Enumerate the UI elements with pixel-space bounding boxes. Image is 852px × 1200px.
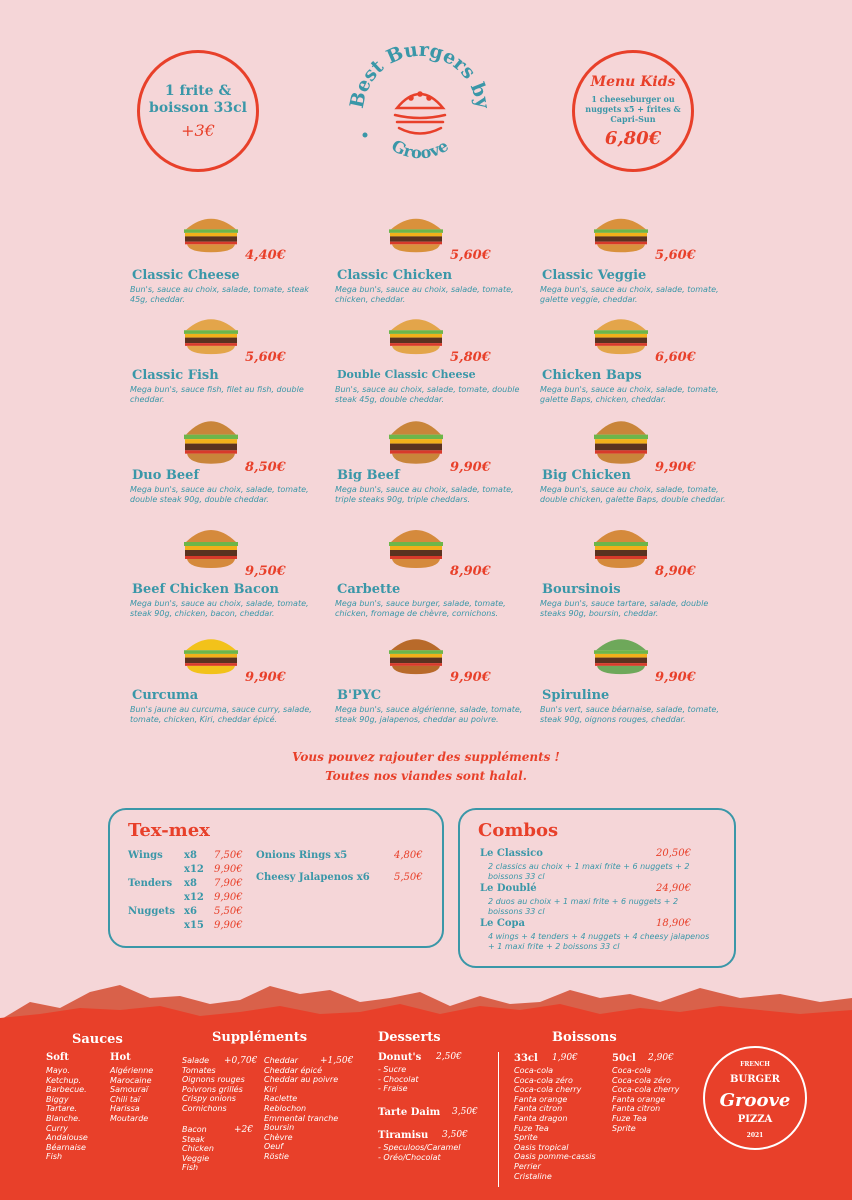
- dessert-tiramisu-list: - Speculoos/Caramel - Oréo/Chocolat: [378, 1143, 461, 1162]
- supplements-veg-price: +0,70€: [224, 1056, 258, 1066]
- dessert-donut-price: 2,50€: [436, 1052, 462, 1062]
- dessert-tiramisu: Tiramisu: [378, 1130, 429, 1141]
- burger-photo: [590, 210, 652, 254]
- burger-photo: [180, 630, 242, 676]
- burger-name: Carbette: [337, 582, 401, 597]
- seal-groove: Groove: [719, 1090, 791, 1111]
- texmex-item-name: Nuggets: [128, 906, 176, 917]
- supplements-meat-list: Bacon Steak Chicken Veggie Fish: [182, 1125, 214, 1173]
- burger-name: Chicken Baps: [542, 368, 642, 383]
- combo-name: Le Classico: [480, 848, 543, 859]
- burger-description: Bun's vert, sauce béarnaise, salade, tomate, steak 90g, oignons rouges, cheddar.: [540, 705, 719, 724]
- kids-menu-badge: [572, 50, 694, 172]
- burger-price: 9,50€: [245, 564, 286, 579]
- boissons-50cl-list: Coca-cola Coca-cola zéro Coca-cola cherry Fanta orange Fanta citron Fuze Tea Sprite: [612, 1066, 680, 1133]
- svg-text:Best Burgers by: [346, 39, 494, 111]
- burger-description: Mega bun's, sauce au choix, salade, tomate, triple steaks 90g, triple cheddars.: [335, 485, 514, 504]
- burger-name: Classic Cheese: [132, 268, 240, 283]
- supplements-title: Suppléments: [212, 1030, 308, 1045]
- halal-note: [0, 748, 852, 786]
- burger-description: Mega bun's, sauce au choix, salade, tomate, galette Baps, chicken, cheddar.: [540, 385, 719, 404]
- seal-pizza: PIZZA: [737, 1114, 773, 1125]
- dessert-donut: Donut's: [378, 1052, 422, 1063]
- texmex-item-price: 7,50€: [214, 850, 243, 861]
- burger-item: [540, 410, 740, 505]
- burger-item: [335, 630, 535, 725]
- seal-french: FRENCH: [740, 1061, 770, 1068]
- supplements-cheese-price: +1,50€: [320, 1056, 354, 1066]
- halal-line2: Toutes nos viandes sont halal.: [325, 769, 527, 783]
- burger-name: Curcuma: [132, 688, 199, 703]
- texmex-side-name: Onions Rings x5: [256, 850, 348, 861]
- burger-photo: [590, 520, 652, 570]
- boissons-33cl: 33cl: [514, 1053, 538, 1064]
- burger-item: [540, 630, 740, 725]
- burger-price: 4,40€: [245, 248, 286, 263]
- burger-price: 8,90€: [450, 564, 491, 579]
- texmex-item-price: 9,90€: [214, 892, 243, 903]
- sauces-soft-title: Soft: [46, 1052, 69, 1063]
- burger-photo: [180, 520, 242, 570]
- boissons-33cl-price: 1,90€: [552, 1053, 578, 1063]
- offer-price: +3€: [181, 120, 215, 140]
- burger-description: Mega bun's, sauce fish, filet au fish, double cheddar.: [130, 385, 304, 404]
- combos-title: Combos: [478, 820, 559, 841]
- burger-price: 9,90€: [450, 460, 491, 475]
- burger-item: [130, 210, 330, 305]
- seal-burger: BURGER: [730, 1074, 780, 1085]
- burger-name: B'PYC: [337, 688, 382, 703]
- kids-price: 6,80€: [604, 127, 662, 149]
- burger-item: [130, 630, 330, 725]
- kids-title: Menu Kids: [590, 73, 676, 90]
- combos-box: [458, 808, 736, 968]
- texmex-item-qty: x8: [184, 850, 197, 861]
- burger-price: 9,90€: [655, 670, 696, 685]
- texmex-item-price: 5,50€: [214, 906, 243, 917]
- texmex-item-qty: x15: [184, 920, 204, 931]
- boissons-50cl: 50cl: [612, 1053, 636, 1064]
- texmex-side-price: 4,80€: [394, 850, 423, 861]
- burger-description: Mega bun's, sauce au choix, salade, tomate, double chicken, galette Baps, double cheddar.: [540, 485, 726, 504]
- burger-description: Mega bun's, sauce tartare, salade, double steaks 90g, boursin, cheddar.: [540, 599, 709, 618]
- texmex-title: Tex-mex: [128, 820, 210, 841]
- supplements-meat-price: +2€: [234, 1125, 253, 1135]
- burger-name: Classic Chicken: [337, 268, 453, 283]
- burger-photo: [590, 630, 652, 676]
- burger-price: 8,50€: [245, 460, 286, 475]
- burger-photo: [180, 310, 242, 356]
- burger-photo: [590, 310, 652, 356]
- boissons-title: Boissons: [552, 1030, 617, 1045]
- burger-photo: [385, 630, 447, 676]
- burger-name: Classic Fish: [132, 368, 219, 383]
- burger-name: Classic Veggie: [542, 268, 647, 283]
- texmex-box: [108, 808, 444, 948]
- burger-price: 5,80€: [450, 350, 491, 365]
- boissons-divider: [498, 1052, 499, 1187]
- offer-badge: [137, 50, 259, 172]
- burger-photo: [590, 410, 652, 466]
- burger-name: Spiruline: [542, 688, 610, 703]
- combo-price: 18,90€: [656, 918, 691, 929]
- burger-price: 8,90€: [655, 564, 696, 579]
- burger-icon: [395, 93, 445, 134]
- burger-photo: [180, 410, 242, 466]
- burger-price: 5,60€: [245, 350, 286, 365]
- combo-description: 2 classics au choix + 1 maxi frite + 6 nuggets + 2 boissons 33 cl: [488, 862, 690, 881]
- sauces-title: Sauces: [72, 1032, 123, 1047]
- texmex-item-qty: x12: [184, 892, 204, 903]
- seal-year: 2021: [746, 1132, 764, 1139]
- svg-text:Groove: [388, 136, 451, 163]
- burger-item: [335, 310, 535, 405]
- dessert-tiramisu-price: 3,50€: [442, 1130, 468, 1140]
- boissons-50cl-price: 2,90€: [648, 1053, 674, 1063]
- sauces-hot-list: Algérienne Marocaine Samouraï Chili taï Harissa Moutarde: [110, 1066, 154, 1123]
- burger-name: Double Classic Cheese: [337, 368, 476, 381]
- offer-line1: 1 frite &: [164, 82, 232, 99]
- halal-line1: Vous pouvez rajouter des suppléments !: [292, 750, 560, 764]
- sauces-hot-title: Hot: [110, 1052, 131, 1063]
- burger-photo: [385, 410, 447, 466]
- texmex-item-price: 7,90€: [214, 878, 243, 889]
- burger-price: 5,60€: [655, 248, 696, 263]
- burger-photo: [180, 210, 242, 254]
- supplements-veg-list: Salade Tomates Oignons rouges Poivrons grillés Crispy onions Cornichons: [182, 1056, 245, 1113]
- burger-description: Bun's, sauce au choix, salade, tomate, double steak 45g, double cheddar.: [335, 385, 520, 404]
- burger-description: Mega bun's, sauce au choix, salade, tomate, chicken, cheddar.: [335, 285, 514, 304]
- burger-price: 6,60€: [655, 350, 696, 365]
- burger-price: 5,60€: [450, 248, 491, 263]
- texmex-item-price: 9,90€: [214, 864, 243, 875]
- burger-description: Mega bun's, sauce au choix, salade, tomate, galette veggie, cheddar.: [540, 285, 719, 304]
- texmex-item-name: Tenders: [128, 878, 173, 889]
- burger-description: Mega bun's, sauce burger, salade, tomate, chicken, fromage de chèvre, cornichons.: [335, 599, 506, 618]
- supplements-cheese-list: Cheddar Cheddar épicé Cheddar au poivre Kiri Raclette Reblochon Emmental tranche Boursin Chèvre Oeuf Röstie: [264, 1056, 339, 1161]
- burger-item: [335, 210, 535, 305]
- texmex-item-name: Wings: [128, 850, 163, 861]
- dessert-tarte-price: 3,50€: [452, 1107, 478, 1117]
- groove-seal-logo: [703, 1046, 807, 1150]
- burger-name: Big Beef: [337, 468, 400, 483]
- sauces-soft-list: Mayo. Ketchup. Barbecue. Biggy Tartare. Blanche. Curry Andalouse Béarnaise Fish: [46, 1066, 88, 1162]
- offer-line2: boisson 33cl: [149, 99, 247, 116]
- texmex-side-name: Cheesy Jalapenos x6: [256, 872, 370, 883]
- burger-photo: [385, 520, 447, 570]
- combo-name: Le Copa: [480, 918, 525, 929]
- logo-bottom-text: Groove: [388, 135, 452, 163]
- burger-description: Bun's, sauce au choix, salade, tomate, steak 45g, cheddar.: [130, 285, 309, 304]
- burger-description: Bun's jaune au curcuma, sauce curry, salade, tomate, chicken, Kiri, cheddar épicé.: [130, 705, 312, 724]
- burger-price: 9,90€: [450, 670, 491, 685]
- burger-item: [540, 210, 740, 305]
- burger-item: [130, 410, 330, 505]
- combo-name: Le Doublé: [480, 883, 537, 894]
- kids-desc: 1 cheeseburger ou nuggets x5 + frites & Capri-Sun: [585, 93, 681, 124]
- burger-photo: [385, 310, 447, 356]
- logo-top-text: Best Burgers by: [345, 38, 494, 111]
- burger-description: Mega bun's, sauce au choix, salade, tomate, double steak 90g, double cheddar.: [130, 485, 309, 504]
- combo-price: 20,50€: [656, 848, 691, 859]
- burger-item: [540, 520, 740, 618]
- texmex-side-price: 5,50€: [394, 872, 423, 883]
- combo-description: 4 wings + 4 tenders + 4 nuggets + 4 cheesy jalapenos + 1 maxi frite + 2 boissons 33 cl: [488, 932, 710, 951]
- burger-item: [130, 310, 330, 405]
- burger-description: Mega bun's, sauce algérienne, salade, tomate, steak 90g, jalapenos, cheddar au poivre.: [335, 705, 523, 724]
- desserts-title: Desserts: [378, 1030, 441, 1045]
- combo-price: 24,90€: [656, 883, 691, 894]
- burger-name: Beef Chicken Bacon: [132, 582, 280, 597]
- combo-description: 2 duos au choix + 1 maxi frite + 6 nuggets + 2 boissons 33 cl: [488, 897, 679, 916]
- texmex-item-qty: x12: [184, 864, 204, 875]
- burger-item: [130, 520, 330, 618]
- burger-item: [335, 520, 535, 618]
- burger-price: 9,90€: [655, 460, 696, 475]
- burger-name: Big Chicken: [542, 468, 631, 483]
- burger-description: Mega bun's, sauce au choix, salade, tomate, steak 90g, chicken, bacon, cheddar.: [130, 599, 309, 618]
- dessert-donut-list: - Sucre - Chocolat - Fraise: [378, 1065, 419, 1094]
- dessert-tarte: Tarte Daim: [378, 1107, 441, 1118]
- texmex-item-qty: x8: [184, 878, 197, 889]
- boissons-33cl-list: Coca-cola Coca-cola zéro Coca-cola cherry Fanta orange Fanta citron Fanta dragon Fuze Tea Sprite Oasis tropical Oasis pomme-cassis Perrier Cristaline: [514, 1066, 596, 1181]
- best-burgers-logo: [345, 35, 495, 185]
- burger-item: [540, 310, 740, 405]
- burger-price: 9,90€: [245, 670, 286, 685]
- burger-name: Duo Beef: [132, 468, 200, 483]
- texmex-item-qty: x6: [184, 906, 197, 917]
- burger-item: [335, 410, 535, 505]
- texmex-item-price: 9,90€: [214, 920, 243, 931]
- burger-photo: [385, 210, 447, 254]
- burger-name: Boursinois: [542, 582, 621, 597]
